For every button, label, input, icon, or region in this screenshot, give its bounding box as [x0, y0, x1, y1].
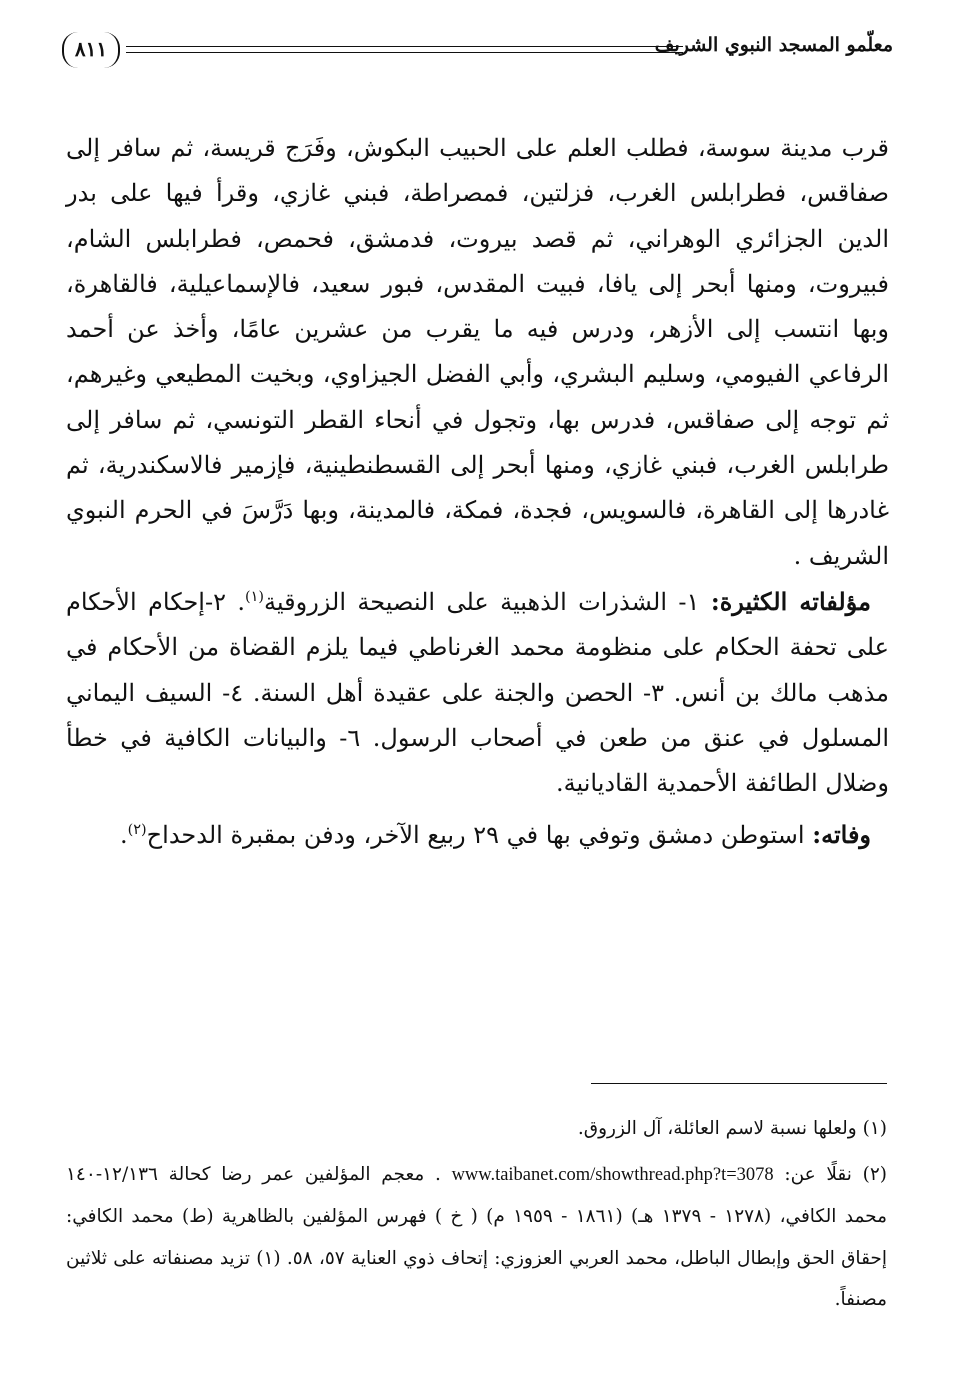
works-text-1: ١- الشذرات الذهبية على النصيحة الزروقية — [264, 587, 711, 616]
footnote-ref-2: (٢) — [127, 822, 147, 839]
header-rule — [126, 46, 683, 53]
works-text-2: . ٢-إحكام الأحكام على تحفة الحكام على منظومة محمد الغرناطي فيما يلزم القضاة من الأحكام في مذهب مالك بن أنس. ٣- الحصن والجنة على عقيدة أهل السنة. ٤- السيف اليماني المسلول في عنق من طعن في أصحاب الرسول. ٦- والبيانات الكافية في خطأ وضلال الطائفة الأحمدية القاديانية. — [66, 587, 890, 798]
death-paragraph — [66, 812, 889, 858]
footnote-separator — [591, 1083, 887, 1084]
works-label: مؤلفاته الكثيرة: — [710, 586, 871, 616]
main-text — [66, 126, 889, 859]
bio-paragraph: قرب مدينة سوسة، فطلب العلم على الحبيب البكوش، وفَرَج قريسة، ثم سافر إلى صفاقس، فطرابلس الغرب، فزلتين، فمصراطة، فبني غازي، وقرأ فيها على بدر الدين الجزائري الوهراني، ثم قصد بيروت، فدمشق، فحمص، فطرابلس الشام، فبيروت، ومنها أبحر إلى يافا، فبيت المقدس، فبور سعيد، فالإسماعيلية، فالقاهرة، وبها انتسب إلى الأزهر، ودرس فيه ما يقرب من عشرين عامًا، وأخذ عن أحمد الرفاعي الفيومي، وسليم البشري، وأبي الفضل الجيزاوي، وبخيت المطيعي وغيرهم، ثم توجه إلى صفاقس، فدرس بها، وتجول في أنحاء القطر التونسي، ثم سافر إلى طرابلس الغرب، فبني غازي، ومنها أبحر إلى القسطنطينية، فإزمير فالاسكندرية، ثم غادرها إلى القاهرة، فالسويس، فجدة، فمكة، فالمدينة، وبها دَرَّسَ في الحرم النبوي الشريف . — [66, 134, 890, 570]
footnote-2 — [66, 1154, 887, 1321]
running-header — [62, 30, 893, 74]
footnote-2-text: . معجم المؤلفين عمر رضا كحالة ١٢/١٣٦-١٤٠ محمد الكافي، (١٢٧٨ - ١٣٧٩ هـ) (١٨٦١ - ١٩٥٩ م) ( خ ) فهرس المؤلفين بالظاهرية (ط) محمد الكافي: إحقاق الحق وإبطال الباطل، محمد العربي العزوزي: إتحاف ذوي العناية ٥٧، ٥٨. (١) تزيد مصنفاته على ثلاثين مصنفاً. — [66, 1163, 888, 1310]
works-paragraph — [66, 579, 889, 806]
page-number: ٨١١ — [62, 32, 120, 68]
footnote-2-prefix: (٢) نقلًا عن: — [773, 1163, 887, 1185]
running-title: معلّمو المسجد النبوي الشريف — [654, 34, 893, 56]
death-text: استوطن دمشق وتوفي بها في ٢٩ ربيع الآخر، ودفن بمقبرة الدحداح — [146, 821, 813, 850]
death-end: . — [120, 821, 128, 850]
source-url: www.taibanet.com/showthread.php?t=3078 — [451, 1164, 774, 1185]
footnote-ref-1: (١) — [245, 588, 265, 605]
death-label: وفاته: — [812, 820, 871, 850]
footnote-1: (١) ولعلها نسبة لاسم العائلة، آل الزروق. — [577, 1118, 887, 1139]
footnotes — [66, 1108, 887, 1321]
